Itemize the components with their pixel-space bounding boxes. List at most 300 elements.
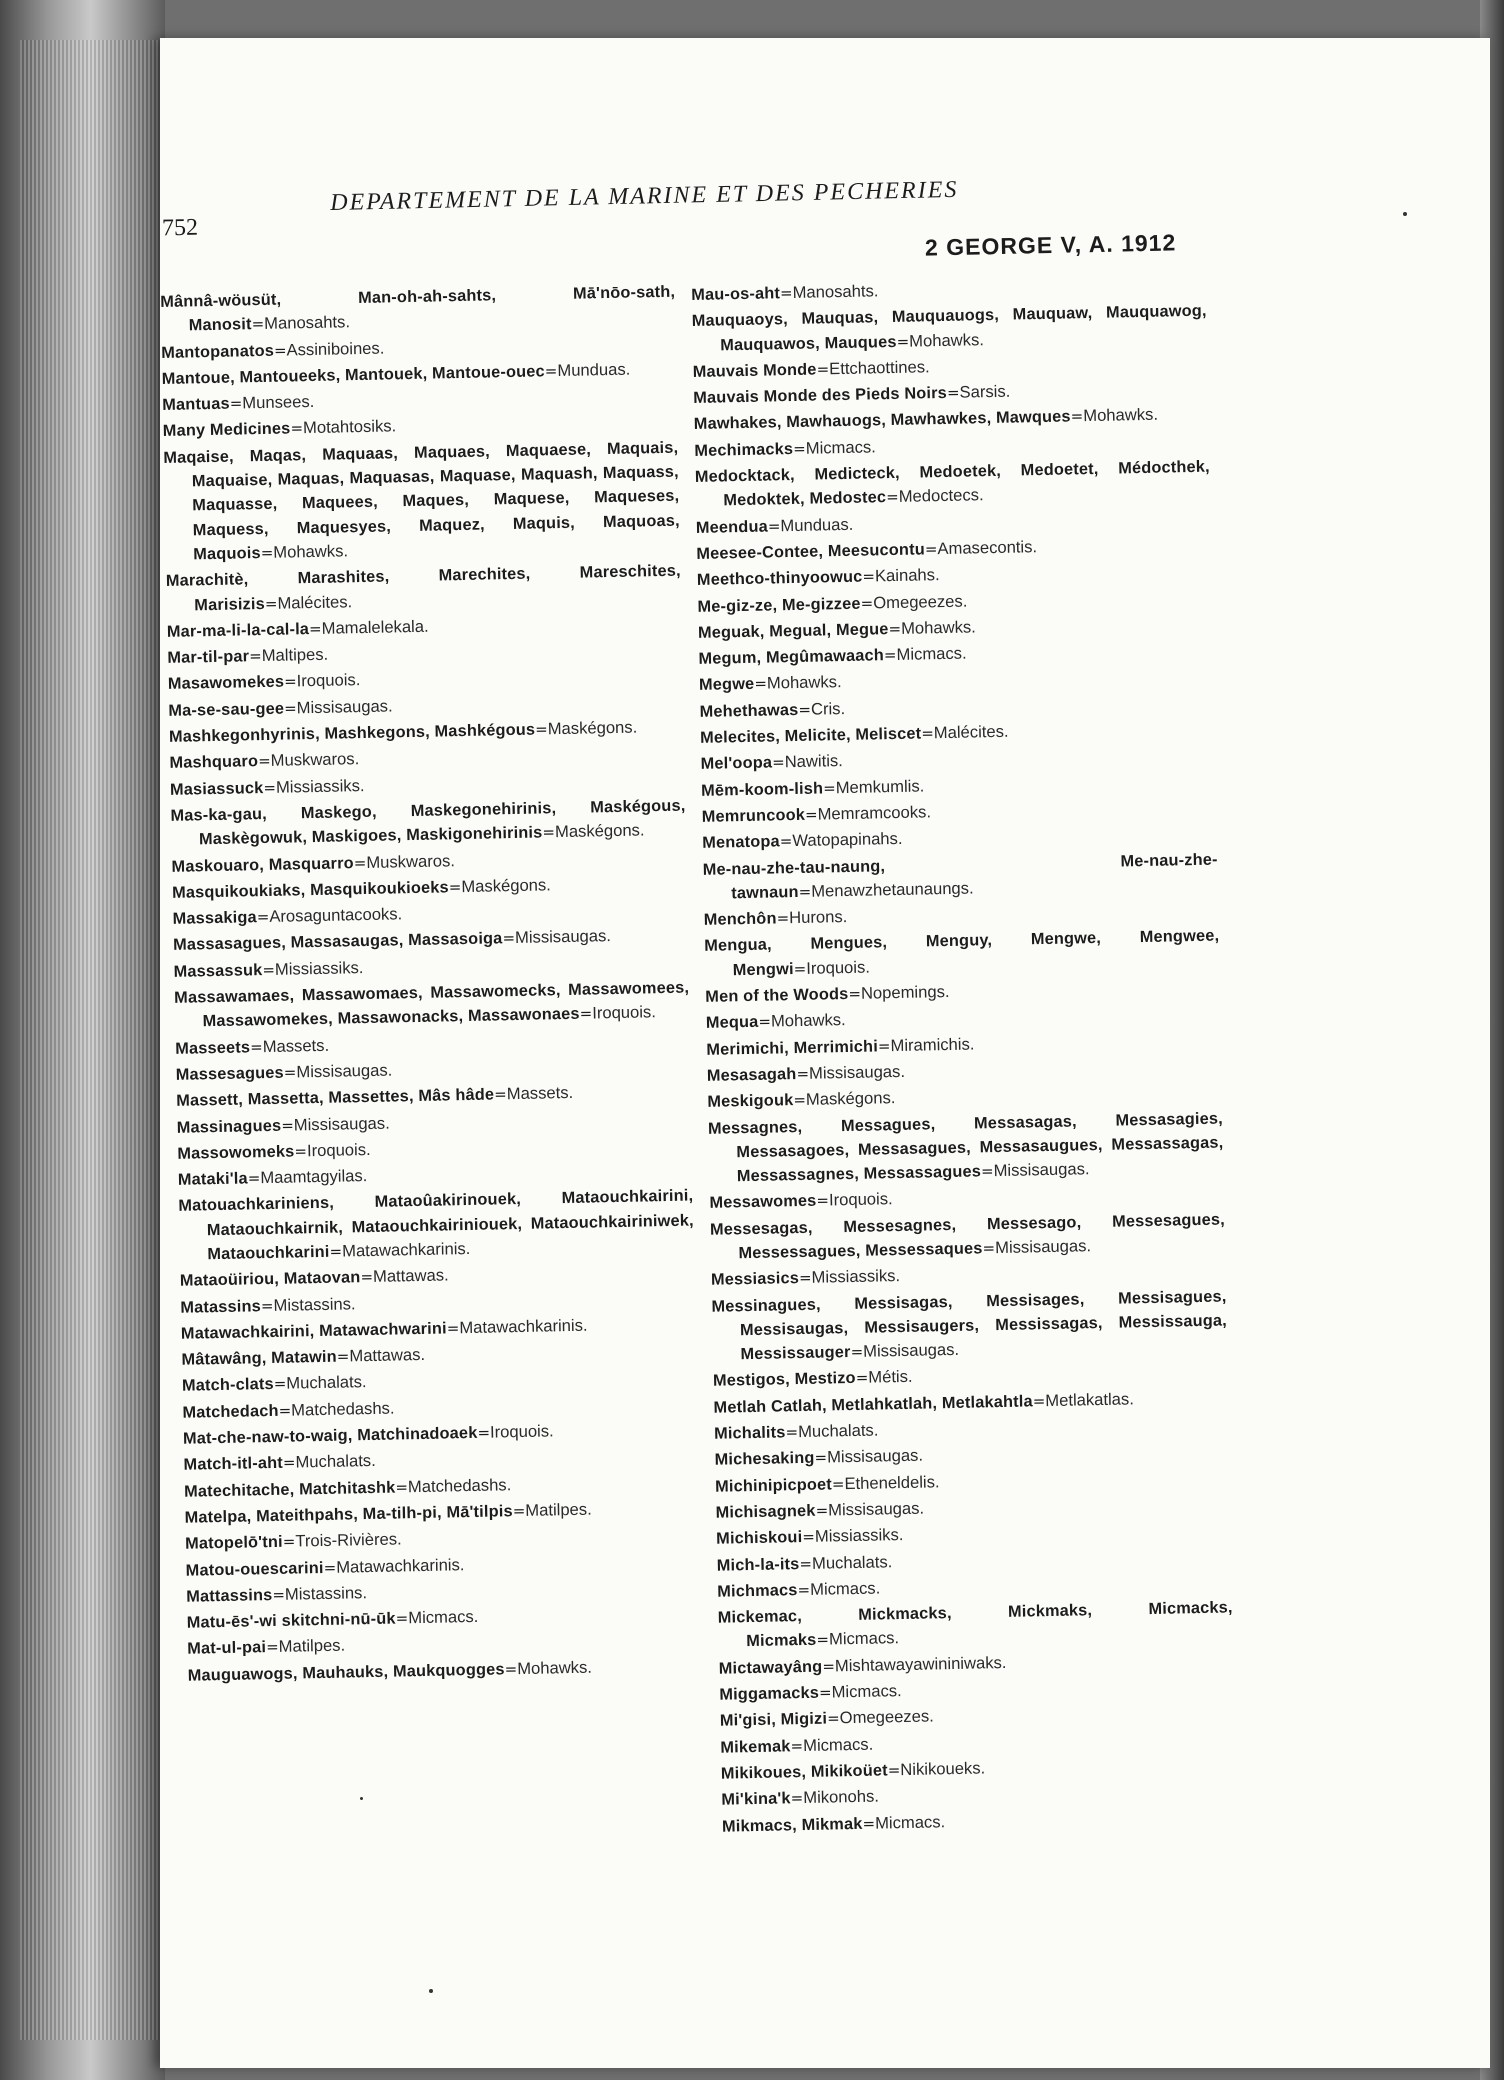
equals-sign: =	[776, 909, 790, 928]
entry-headword: Messagnes, Messagues, Messasagas, Messasagies, Messasagoes, Messasagues, Messasaugues, Messassagas, Messassagnes, Messassagues	[707, 1108, 1224, 1186]
entry-headword: Mas-ka-gau, Maskego, Maskegonehirinis, Maskégous, Maskègowuk, Maskigoes, Maskigonehirinis	[170, 796, 686, 849]
entry-headword: Mauquaoys, Mauquas, Mauquauogs, Mauquaw, Mauquawog, Mauquawos, Mauques	[691, 301, 1207, 355]
equals-sign: =	[249, 1037, 263, 1056]
equals-sign: =	[272, 1585, 286, 1604]
entry-gloss: Mishtawayawininiwaks.	[834, 1652, 1007, 1676]
entry-headword: Match-itl-aht	[183, 1454, 284, 1475]
equals-sign: =	[360, 1268, 374, 1287]
equals-sign: =	[779, 283, 793, 303]
equals-sign: =	[281, 1115, 294, 1135]
entry-gloss: Arosaguntacooks.	[269, 904, 403, 927]
entry-headword: Men of the Woods	[705, 985, 849, 1006]
entry-gloss: Amasecontis.	[937, 537, 1038, 559]
equals-sign: =	[262, 960, 276, 979]
entry-headword: Meskigouk	[707, 1091, 794, 1112]
entry-gloss: Missisaugas.	[994, 1236, 1092, 1258]
entry-headword: Mechimacks	[694, 439, 794, 460]
entry-gloss: Mohawks.	[1083, 405, 1159, 426]
entry-headword: Messawomes	[709, 1192, 817, 1213]
entry-headword: Mauvais Monde des Pieds Noirs	[693, 384, 948, 408]
equals-sign: =	[294, 1142, 308, 1161]
entry-gloss: Mohawks.	[766, 672, 842, 694]
entry-headword: Mickemac, Mickmacks, Mickmaks, Micmacks, Micmaks	[717, 1598, 1233, 1651]
entry-gloss: Mistassins.	[284, 1582, 368, 1604]
equals-sign: =	[815, 1501, 829, 1520]
dictionary-entry	[718, 1596, 1234, 1655]
entry-gloss: Ettchaottines.	[828, 357, 930, 379]
equals-sign: =	[816, 360, 830, 379]
dictionary-entry	[695, 455, 1211, 514]
entry-headword: Mashkegonhyrinis, Mashkegons, Mashkégous	[168, 720, 536, 746]
equals-sign: =	[793, 1091, 807, 1110]
equals-sign: =	[860, 593, 874, 613]
entry-gloss: Munsees.	[242, 392, 315, 413]
entry-headword: Me-giz-ze, Me-gizzee	[697, 594, 861, 616]
equals-sign: =	[353, 853, 367, 872]
entry-gloss: Munduas.	[780, 514, 854, 535]
equals-sign: =	[544, 361, 558, 381]
entry-headword: Match-clats	[181, 1375, 274, 1396]
entry-headword: Michalits	[713, 1423, 786, 1443]
equals-sign: =	[790, 1789, 804, 1808]
entry-headword: Meendua	[695, 517, 769, 537]
right-column	[691, 273, 1237, 1841]
entry-headword: Massawamaes, Massawomaes, Massawomecks, Massawomees, Massawomekes, Massawonacks, Massawonaes	[174, 978, 690, 1031]
entry-gloss: Metlakatlas.	[1045, 1389, 1135, 1410]
entry-gloss: Micmacs.	[802, 1734, 874, 1755]
entry-headword: Matelpa, Mateithpahs, Ma-tilh-pi, Mā'tilpis	[184, 1502, 513, 1527]
entry-headword: Michinipicpoet	[714, 1475, 833, 1496]
entry-headword: Mat-ul-pai	[187, 1638, 267, 1659]
equals-sign: =	[888, 619, 902, 638]
entry-gloss: Nawitis.	[784, 751, 843, 772]
dictionary-entry	[174, 976, 690, 1035]
equals-sign: =	[754, 675, 768, 694]
entry-gloss: Nopemings.	[860, 981, 950, 1003]
entry-gloss: Omegeezes.	[839, 1706, 934, 1728]
entry-headword: Massowomeks	[177, 1142, 295, 1163]
equals-sign: =	[793, 439, 806, 458]
entry-gloss: Iroquois.	[592, 1002, 657, 1023]
dictionary-entry	[163, 435, 680, 567]
entry-gloss: Mattawas.	[372, 1265, 449, 1287]
equals-sign: =	[814, 1448, 828, 1468]
entry-headword: Michmacs	[717, 1580, 798, 1601]
equals-sign: =	[790, 1736, 804, 1755]
equals-sign: =	[283, 699, 297, 718]
equals-sign: =	[758, 1012, 772, 1032]
equals-sign: =	[802, 1528, 816, 1547]
equals-sign: =	[395, 1477, 409, 1497]
entry-gloss: Iroquois.	[296, 670, 361, 691]
entry-gloss: Matchedashs.	[407, 1474, 512, 1496]
equals-sign: =	[512, 1501, 526, 1521]
entry-headword: Michisagnek	[715, 1501, 816, 1522]
entry-headword: Messiasics	[710, 1269, 800, 1290]
entry-gloss: Mattawas.	[349, 1345, 426, 1366]
equals-sign: =	[256, 908, 270, 927]
dictionary-entry	[160, 280, 676, 339]
equals-sign: =	[924, 540, 938, 559]
running-title: DEPARTEMENT DE LA MARINE ET DES PECHERIES	[330, 176, 959, 216]
entry-gloss: Mistassins.	[273, 1293, 356, 1315]
entry-gloss: Malécites.	[277, 591, 353, 613]
entry-gloss: Micmacs.	[831, 1681, 902, 1702]
entry-headword: Maqaise, Maqas, Maquaas, Maquaes, Maquaese, Maquais, Maquaise, Maquas, Maquasas, Maquase, Maquash, Maquass, Maquasse, Maquees, Maques, Maquese, Maqueses, Maquess, Maquesyes, Maquez, Maquis, Maquoas, Maquois	[163, 438, 680, 564]
entry-gloss: Mikonohs.	[803, 1786, 880, 1808]
session-label: 2 GEORGE V, A. 1912	[924, 229, 1177, 261]
entry-headword: Massinagues	[176, 1116, 282, 1137]
entry-headword: Mestigos, Mestizo	[712, 1369, 856, 1391]
equals-sign: =	[282, 1453, 296, 1473]
equals-sign: =	[395, 1609, 409, 1628]
equals-sign: =	[779, 832, 793, 851]
equals-sign: =	[896, 332, 910, 351]
entry-gloss: Micmacs.	[809, 1578, 881, 1599]
entry-gloss: Assiniboines.	[286, 338, 385, 360]
equals-sign: =	[494, 1085, 507, 1104]
equals-sign: =	[822, 1657, 836, 1676]
equals-sign: =	[260, 543, 274, 562]
entry-gloss: Cris.	[810, 698, 846, 719]
equals-sign: =	[771, 753, 785, 772]
entry-gloss: Trois-Rivières.	[295, 1529, 402, 1551]
entry-headword: Michiskoui	[716, 1528, 803, 1548]
equals-sign: =	[260, 1296, 274, 1315]
entry-gloss: Métis.	[868, 1367, 913, 1388]
equals-sign: =	[502, 929, 516, 948]
equals-sign: =	[799, 1554, 813, 1573]
entry-gloss: Hurons.	[789, 907, 848, 928]
entry-gloss: Mohawks.	[908, 329, 985, 351]
entry-gloss: Iroquois.	[828, 1189, 893, 1210]
equals-sign: =	[887, 1761, 901, 1780]
entry-gloss: Menawzhetaunaungs.	[811, 878, 974, 901]
entry-headword: Many Medicines	[162, 419, 291, 441]
entry-gloss: Missisaugas.	[296, 1060, 393, 1082]
entry-gloss: Muchalats.	[295, 1451, 376, 1472]
dictionary-entry	[170, 793, 686, 852]
equals-sign: =	[855, 1369, 869, 1388]
equals-sign: =	[796, 1064, 810, 1083]
equals-sign: =	[283, 672, 297, 692]
entry-gloss: Iroquois.	[306, 1139, 371, 1161]
equals-sign: =	[982, 1239, 996, 1258]
equals-sign: =	[446, 1319, 460, 1338]
entry-gloss: Missiassiks.	[275, 775, 365, 797]
entry-headword: Mesasagah	[706, 1064, 797, 1085]
entry-headword: Massakiga	[172, 908, 257, 928]
entry-headword: Mikmacs, Mikmak	[721, 1814, 863, 1836]
entry-gloss: Matawachkarinis.	[459, 1315, 588, 1338]
equals-sign: =	[249, 647, 262, 666]
equals-sign: =	[282, 1532, 296, 1552]
equals-sign: =	[862, 1814, 876, 1833]
entry-gloss: Maamtagyilas.	[260, 1166, 368, 1188]
entry-headword: Massesagues	[175, 1063, 285, 1084]
dictionary-entry	[692, 299, 1208, 358]
entry-gloss: Iroquois.	[806, 957, 871, 978]
entry-gloss: Massets.	[506, 1083, 574, 1104]
equals-sign: =	[804, 805, 818, 824]
entry-headword: Mar-til-par	[167, 647, 250, 668]
equals-sign: =	[257, 752, 271, 771]
entry-gloss: Motahtosiks.	[302, 416, 397, 438]
entry-headword: Medocktack, Medicteck, Medoetek, Medoetet, Médocthek, Medoktek, Medostec	[694, 457, 1210, 510]
entry-headword: Matawachkairini, Matawachwarini	[180, 1319, 447, 1343]
entry-headword: Mi'gisi, Migizi	[719, 1709, 828, 1731]
entry-headword: Mequa	[705, 1013, 759, 1033]
equals-sign: =	[816, 1191, 830, 1211]
entry-headword: Memruncook	[701, 805, 806, 826]
entry-gloss: Muchalats.	[286, 1372, 367, 1394]
equals-sign: =	[816, 1630, 830, 1650]
entry-headword: Mikikoues, Mikikoüet	[720, 1761, 888, 1783]
equals-sign: =	[822, 778, 836, 798]
entry-headword: Melecites, Melicite, Meliscet	[699, 724, 922, 747]
equals-sign: =	[818, 1683, 832, 1702]
entry-gloss: Omegeezes.	[873, 591, 968, 612]
equals-sign: =	[877, 1036, 891, 1056]
equals-sign: =	[534, 720, 548, 739]
entry-headword: Meethco-thinyoowuc	[696, 567, 863, 590]
left-column	[160, 280, 703, 1690]
entry-gloss: Micmacs.	[408, 1607, 479, 1628]
equals-sign: =	[308, 619, 322, 638]
entry-gloss: Medoctecs.	[898, 485, 984, 507]
entry-headword: Menatopa	[702, 832, 781, 853]
entry-headword: Mawhakes, Mawhauogs, Mawhawkes, Mawques	[693, 407, 1071, 434]
entry-headword: Mar-ma-li-la-cal-la	[166, 619, 310, 641]
equals-sign: =	[798, 882, 812, 901]
entry-headword: Massassuk	[173, 960, 263, 981]
entry-gloss: Micmacs.	[828, 1628, 900, 1649]
equals-sign: =	[448, 877, 462, 897]
equals-sign: =	[290, 419, 304, 438]
dictionary-entry	[166, 559, 682, 618]
entry-headword: Mataki'la	[177, 1169, 248, 1189]
entry-headword: Mataoüiriou, Mataovan	[179, 1268, 361, 1291]
entry-gloss: Missisaugas.	[993, 1159, 1090, 1181]
entry-headword: Mau-os-aht	[691, 284, 781, 304]
equals-sign: =	[767, 516, 781, 536]
entry-headword: Ma-se-sau-gee	[168, 699, 285, 720]
equals-sign: =	[229, 394, 243, 413]
equals-sign: =	[850, 1342, 864, 1362]
entry-headword: Menchôn	[703, 909, 777, 929]
entry-headword: Matechitache, Matchitashk	[183, 1478, 396, 1501]
entry-gloss: Memramcooks.	[817, 802, 932, 824]
equals-sign: =	[542, 823, 556, 842]
entry-headword: Mi'kina'k	[721, 1789, 791, 1809]
entry-gloss: Mohawks.	[273, 541, 349, 562]
equals-sign: =	[946, 383, 960, 403]
entry-headword: Mictawayâng	[718, 1657, 823, 1678]
equals-sign: =	[848, 984, 862, 1003]
entry-headword: Marachitè, Marashites, Marechites, Mareschites, Marisizis	[165, 561, 681, 614]
scan-speck	[429, 1989, 433, 1993]
equals-sign: =	[862, 567, 876, 586]
entry-headword: Mikemak	[720, 1736, 791, 1757]
entry-headword: Matchedach	[182, 1401, 279, 1422]
equals-sign: =	[1070, 407, 1084, 426]
entry-gloss: Etheneldelis.	[844, 1471, 940, 1493]
equals-sign: =	[247, 1169, 261, 1188]
entry-gloss: Missisaugas.	[296, 696, 393, 718]
equals-sign: =	[264, 594, 278, 613]
entry-headword: Mehethawas	[699, 700, 799, 721]
entry-gloss: Maskégons.	[461, 875, 551, 896]
entry-headword: Meguak, Megual, Megue	[697, 619, 889, 642]
entry-gloss: Micmacs.	[874, 1811, 946, 1833]
entry-gloss: Massets.	[262, 1035, 330, 1056]
entry-headword: Matassins	[180, 1296, 262, 1317]
equals-sign: =	[323, 1558, 337, 1577]
entry-headword: Matou-ouescarini	[185, 1558, 324, 1580]
entry-headword: Masquikoukiaks, Masquikoukioeks	[171, 878, 449, 902]
entry-gloss: Mohawks.	[900, 617, 976, 638]
entry-gloss: Maskégons.	[554, 820, 645, 842]
equals-sign: =	[336, 1347, 350, 1366]
entry-gloss: Mamalelekala.	[321, 616, 429, 638]
dictionary-entry	[711, 1284, 1227, 1367]
entry-headword: Mich-la-its	[716, 1554, 800, 1575]
scan-speck	[360, 1797, 363, 1800]
equals-sign: =	[883, 646, 897, 665]
entry-headword: Mēm-koom-lish	[701, 779, 824, 800]
book-page-edges	[0, 0, 165, 2080]
equals-sign: =	[793, 959, 807, 978]
entry-gloss: Muchalats.	[797, 1420, 879, 1442]
entry-gloss: Maskégons.	[805, 1088, 896, 1110]
entry-headword: Miggamacks	[719, 1683, 820, 1704]
entry-gloss: Sarsis.	[959, 381, 1011, 402]
equals-sign: =	[579, 1004, 593, 1024]
entry-gloss: Nikikoueks.	[900, 1758, 986, 1780]
equals-sign: =	[886, 488, 899, 507]
equals-sign: =	[798, 700, 812, 719]
entry-gloss: Missisaugas.	[826, 1445, 924, 1467]
entry-headword: Mantuas	[162, 394, 230, 415]
entry-headword: Mantopanatos	[161, 341, 275, 362]
dictionary-entry	[703, 847, 1219, 906]
equals-sign: =	[921, 724, 935, 743]
entry-headword: Mauvais Monde	[692, 360, 817, 381]
entry-headword: Me-nau-zhe-tau-naung, Me-nau-zhe-tawnaun	[702, 850, 1218, 903]
entry-headword: Masawomekes	[167, 673, 285, 694]
dictionary-entry	[704, 924, 1220, 983]
entry-gloss: Matilpes.	[525, 1499, 592, 1520]
equals-sign: =	[980, 1162, 994, 1181]
entry-headword: Mashquaro	[169, 752, 259, 773]
entry-headword: Mat-che-naw-to-waig, Matchinadoaek	[182, 1423, 478, 1448]
entry-headword: Maskouaro, Masquarro	[171, 853, 354, 876]
entry-headword: Masseets	[175, 1037, 251, 1058]
entry-gloss: Missiassiks.	[274, 957, 364, 979]
entry-gloss: Maskégons.	[547, 717, 638, 739]
equals-sign: =	[283, 1063, 297, 1082]
entry-gloss: Kainahs.	[874, 565, 940, 586]
entry-gloss: Mohawks.	[517, 1657, 593, 1678]
entry-headword: Mantoue, Mantoueeks, Mantouek, Mantoue-ouec	[161, 362, 545, 388]
entry-gloss: Manosahts.	[792, 281, 879, 302]
entry-headword: Messesagas, Messesagnes, Messesago, Messesagues, Messessagues, Messessaques	[709, 1210, 1226, 1263]
entry-headword: Mengua, Mengues, Menguy, Mengwe, Mengwee, Mengwi	[704, 926, 1220, 980]
dictionary-entry	[178, 1184, 694, 1267]
entry-gloss: Missisaugas.	[827, 1498, 925, 1520]
scan-speck	[1403, 212, 1407, 216]
equals-sign: =	[504, 1659, 518, 1679]
entry-gloss: Miramichis.	[890, 1034, 975, 1055]
entry-headword: Matouachkariniens, Mataoûakirinouek, Mataouchkairini, Mataouchkairnik, Mataouchkairiniouek, Mataouchkairiniwek, Mataouchkarini	[178, 1186, 694, 1264]
entry-headword: Megum, Megûmawaach	[698, 646, 885, 669]
equals-sign: =	[477, 1423, 491, 1442]
entry-gloss: Matilpes.	[278, 1635, 346, 1657]
entry-headword: Messinagues, Messisagas, Messisages, Messisagues, Messisaugas, Messisaugers, Messissagas, Messissauga, Messissauger	[711, 1287, 1228, 1364]
entry-headword: Matopelō'tni	[184, 1533, 283, 1553]
entry-gloss: Missiassiks.	[814, 1525, 904, 1547]
entry-headword: Mânnâ-wöusüt, Man-oh-ah-sahts, Mā'nōo-sath, Manosit	[160, 282, 676, 335]
entry-gloss: Memkumlis.	[835, 776, 925, 797]
dictionary-entry	[710, 1207, 1226, 1266]
entry-gloss: Micmacs.	[805, 437, 876, 458]
entry-gloss: Missisaugas.	[862, 1340, 960, 1361]
entry-gloss: Malécites.	[933, 721, 1009, 743]
entry-gloss: Mohawks.	[770, 1010, 846, 1031]
entry-headword: Matu-ēs'-wi skitchni-nū-ūk	[186, 1609, 396, 1632]
entry-gloss: Missisaugas.	[808, 1061, 906, 1083]
equals-sign: =	[273, 341, 287, 360]
entry-gloss: Missisaugas.	[293, 1113, 390, 1134]
entry-gloss: Muchalats.	[811, 1551, 893, 1573]
entry-headword: Metlah Catlah, Metlahkatlah, Metlakahtla	[713, 1392, 1033, 1417]
equals-sign: =	[797, 1580, 811, 1599]
entry-gloss: Missiassiks.	[811, 1266, 901, 1288]
entry-gloss: Munduas.	[557, 359, 631, 380]
dictionary-columns	[160, 281, 1380, 1950]
equals-sign: =	[831, 1474, 845, 1494]
entry-headword: Mauguawogs, Mauhauks, Maukquogges	[187, 1660, 505, 1685]
entry-gloss: Matawachkarinis.	[336, 1554, 465, 1577]
equals-sign: =	[785, 1423, 799, 1442]
entry-gloss: Maltipes.	[261, 644, 329, 666]
entry-gloss: Watopapinahs.	[792, 829, 903, 851]
entry-headword: Mâtawâng, Matawin	[181, 1347, 338, 1369]
page-edge-lines	[20, 40, 160, 2040]
entry-gloss: Iroquois.	[489, 1421, 554, 1442]
entry-gloss: Matchedashs.	[290, 1398, 395, 1420]
entry-gloss: Manosahts.	[264, 312, 351, 334]
entry-headword: Mel'oopa	[700, 753, 773, 774]
equals-sign: =	[273, 1375, 287, 1394]
entry-headword: Massett, Massetta, Massettes, Mâs hâde	[176, 1085, 495, 1111]
entry-headword: Merimichi, Merrimichi	[706, 1037, 879, 1059]
entry-headword: Mattassins	[186, 1585, 273, 1606]
equals-sign: =	[265, 1638, 279, 1657]
entry-headword: Meesee-Contee, Meesucontu	[696, 540, 926, 563]
entry-headword: Massasagues, Massasaugas, Massasoiga	[172, 929, 503, 955]
entry-gloss: Muskwaros.	[270, 749, 360, 771]
entry-gloss: Matawachkarinis.	[341, 1238, 471, 1261]
entry-headword: Masiassuck	[169, 778, 264, 799]
equals-sign: =	[826, 1709, 840, 1728]
equals-sign: =	[263, 778, 277, 797]
dictionary-entry	[708, 1106, 1224, 1189]
entry-headword: Megwe	[698, 675, 755, 695]
equals-sign: =	[251, 315, 265, 334]
entry-gloss: Micmacs.	[896, 643, 967, 665]
equals-sign: =	[798, 1269, 812, 1288]
